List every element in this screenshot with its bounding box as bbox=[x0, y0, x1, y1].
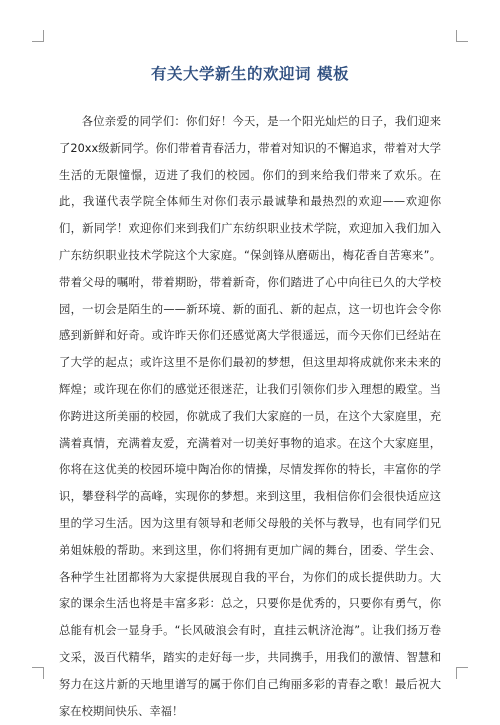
body-paragraph: 各位亲爱的同学们：你们好！今天，是一个阳光灿烂的日子，我们迎来了20xx级新同学。你们带着青春活力，带着对知识的不懈追求，带着对大学生活的无限憧憬，迈进了我们的校园。你们的到来给我们带来了欢乐。在此，我谨代表学院全体师生对你们表示最诚挚和最热烈的欢迎——欢迎你们，新同学！欢迎你们来到我们广东纺织职业技术学院，欢迎加入我们加入广东纺织职业技术学院这个大家庭。“保剑锋从磨砺出，梅花香自苦寒来”。带着父母的嘱咐，带着期盼，带着新奇，你们踏进了心中向往已久的大学校园，一切会是陌生的——新环境、新的面孔、新的起点，这一切也许会令你感到新鲜和好奇。或许昨天你们还感觉离大学很遥远，而今天你们已经站在了大学的起点；或许这里不是你们最初的梦想，但这里却将成就你来未来的辉煌；或许现在你们的感觉还很迷茫，让我们引领你们步入理想的殿堂。当你跨进这所美丽的校园，你就成了我们大家庭的一员，在这个大家庭里，充满着真情，充满着友爱，充满着对一切美好事物的追求。在这个大家庭里，你将在这优美的校园环境中陶冶你的情操，尽情发挥你的特长，丰富你的学识，攀登科学的高峰，实现你的梦想。来到这里，我相信你们会很快适应这里的学习生活。因为这里有领导和老师父母般的关怀与教导，也有同学们兄弟姐妹般的帮助。来到这里，你们将拥有更加广阔的舞台，团委、学生会、各种学生社团都将为大家提供展现自我的平台，为你们的成长提供助力。大家的课余生活也将是丰富多彩：总之，只要你是优秀的，只要你有勇气，你总能有机会一显身手。“长风破浪会有时，直挂云帆济沧海”。让我们扬万卷文采，汲百代精华，踏实的走好每一步，共同携手，用我们的激情、智慧和努力在这片新的天地里谱写的属于你们自己绚丽多彩的青春之歌！最后祝大家在校期间快乐、幸福！ bbox=[59, 115, 441, 718]
document-title: 有关大学新生的欢迎词 模板 bbox=[151, 65, 349, 83]
crop-mark-top-right bbox=[456, 30, 468, 42]
crop-mark-top-left bbox=[32, 30, 44, 42]
crop-mark-bottom-right bbox=[456, 667, 468, 679]
crop-mark-bottom-left bbox=[32, 667, 44, 679]
